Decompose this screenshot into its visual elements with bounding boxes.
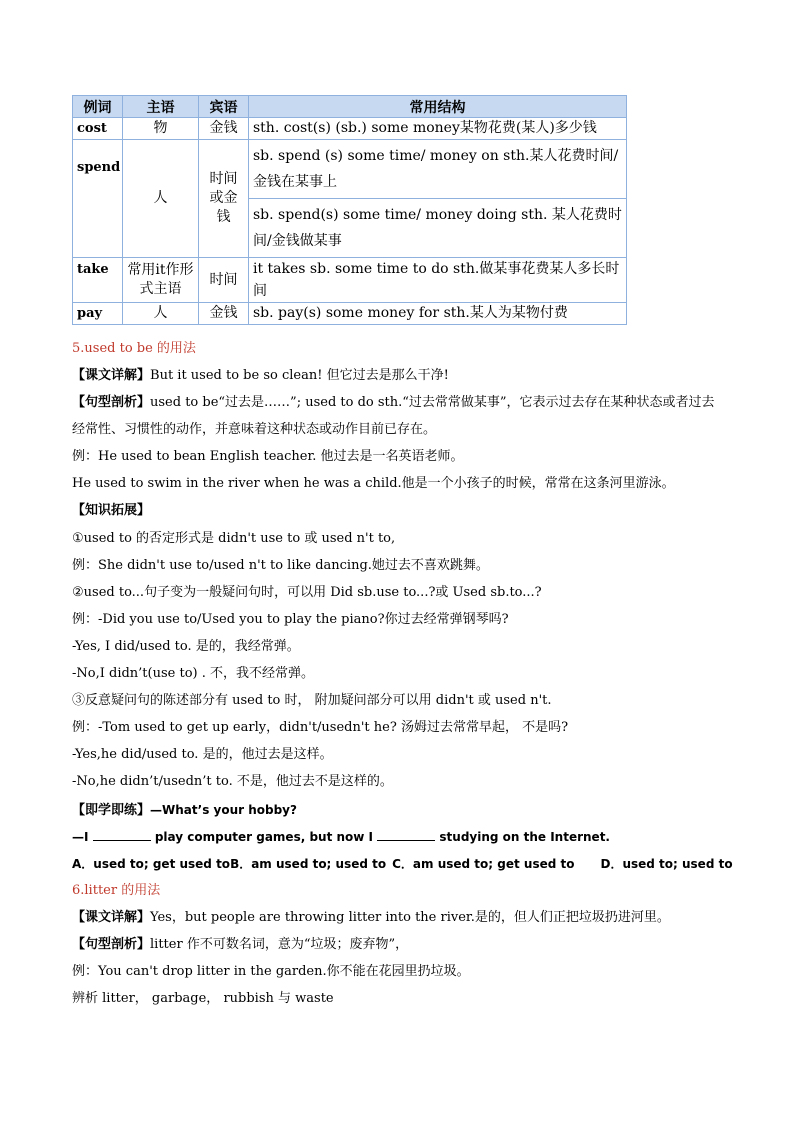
- object-cell: 金钱: [199, 118, 249, 140]
- question-text: —What’s your hobby?: [150, 803, 297, 817]
- text-line: [72, 394, 715, 412]
- text-line: -No,he didn’t/usedn’t to. 不是，他过去不是这样的。: [72, 774, 393, 789]
- text: But it used to be so clean! 但它过去是那么干净!: [150, 368, 449, 383]
- text-line: ①used to 的否定形式是 didn't use to 或 used n't to,: [72, 531, 396, 546]
- text: used to be“过去是……”; used to do sth.“过去常常做某事”，它表示过去存在某种状态或者过去: [150, 395, 715, 410]
- text-line: [72, 367, 449, 385]
- text-line: 例：He used to bean English teacher. 他过去是一名英语老师。: [72, 449, 464, 464]
- object-cell: 时间: [199, 258, 249, 303]
- exercise-line: [72, 801, 297, 820]
- subject-cell: 人: [123, 303, 199, 325]
- header-example-word: 例词: [73, 96, 123, 118]
- word-cell: cost: [73, 118, 123, 140]
- answer-blank: [377, 829, 435, 841]
- word-cell: spend: [73, 140, 123, 258]
- header-subject: 主语: [123, 96, 199, 118]
- label: 【句型剖析】: [72, 937, 151, 952]
- table-row-cost: [73, 118, 627, 140]
- table-row-pay: [73, 303, 627, 325]
- text-line: He used to swim in the river when he was a child.他是一个小孩子的时候，常常在这条河里游泳。: [72, 476, 675, 491]
- table-row-spend: [73, 140, 627, 199]
- object-cell: 时间或金钱: [199, 140, 249, 258]
- text-line: ②used to...句子变为一般疑问句时，可以用 Did sb.use to...?或 Used sb.to...?: [72, 585, 542, 600]
- label: 【即学即练】: [72, 803, 151, 818]
- text-line: -Yes,he did/used to. 是的，他过去是这样。: [72, 747, 333, 762]
- section-6-heading: 6.litter 的用法: [72, 883, 161, 898]
- verb-comparison-table: [72, 95, 627, 325]
- label: 【课文详解】: [72, 910, 151, 925]
- text: Yes，but people are throwing litter into the river.是的，但人们正把垃圾扔进河里。: [150, 910, 670, 925]
- structure-cell: sth. cost(s) (sb.) some money某物花费(某人)多少钱: [249, 118, 627, 140]
- subject-cell: 物: [123, 118, 199, 140]
- word-cell: take: [73, 258, 123, 303]
- label: 【课文详解】: [72, 368, 151, 383]
- text-line: ③反意疑问句的陈述部分有 used to 时， 附加疑问部分可以用 didn't 或 used n't.: [72, 693, 552, 708]
- subject-cell: 常用it作形式主语: [123, 258, 199, 303]
- text-line: 例：-Did you use to/Used you to play the piano?你过去经常弹钢琴吗?: [72, 612, 509, 627]
- structure-cell: sb. pay(s) some money for sth.某人为某物付费: [249, 303, 627, 325]
- option-b: B．am used to; used to: [230, 857, 387, 871]
- text-line: [72, 936, 408, 954]
- text-line: 例：She didn't use to/used n't to like dancing.她过去不喜欢跳舞。: [72, 558, 489, 573]
- section-label: 【知识拓展】: [72, 503, 151, 518]
- section-5-heading: 5.used to be 的用法: [72, 341, 196, 356]
- option-a: A．used to; get used to: [72, 857, 231, 871]
- structure-cell: it takes sb. some time to do sth.做某事花费某人多长时间: [249, 258, 627, 303]
- answer-blank: [93, 829, 151, 841]
- structure-cell: sb. spend (s) some time/ money on sth.某人花费时间/金钱在某事上: [249, 140, 627, 199]
- exercise-question: [72, 828, 610, 846]
- text: litter 作不可数名词，意为“垃圾；废弃物”，: [150, 937, 409, 952]
- text-line: 例：You can't drop litter in the garden.你不能在花园里扔垃圾。: [72, 964, 470, 979]
- label: 【句型剖析】: [72, 395, 151, 410]
- exercise-options: [72, 855, 733, 873]
- text-line: 例：-Tom used to get up early，didn't/usedn't he? 汤姆过去常常早起， 不是吗?: [72, 720, 569, 735]
- option-d: D．used to; used to: [600, 857, 733, 871]
- table-header-row: [73, 96, 627, 118]
- header-structure: 常用结构: [249, 96, 627, 118]
- subject-cell: 人: [123, 140, 199, 258]
- q-part: —I: [72, 830, 89, 844]
- object-cell: 金钱: [199, 303, 249, 325]
- header-object: 宾语: [199, 96, 249, 118]
- text-line: -Yes, I did/used to. 是的，我经常弹。: [72, 639, 300, 654]
- text-line: [72, 909, 670, 927]
- option-c: C．am used to; get used to: [392, 857, 575, 871]
- text-line: 辨析 litter， garbage， rubbish 与 waste: [72, 991, 334, 1006]
- text-line: -No,I didn’t(use to) . 不，我不经常弹。: [72, 666, 314, 681]
- table-row-take: [73, 258, 627, 303]
- text-line: 经常性、习惯性的动作，并意味着这种状态或动作目前已存在。: [72, 422, 437, 437]
- word-cell: pay: [73, 303, 123, 325]
- q-part: play computer games, but now I: [154, 830, 374, 844]
- q-part: studying on the Internet.: [439, 830, 610, 844]
- structure-cell: sb. spend(s) some time/ money doing sth. 某人花费时间/金钱做某事: [249, 199, 627, 258]
